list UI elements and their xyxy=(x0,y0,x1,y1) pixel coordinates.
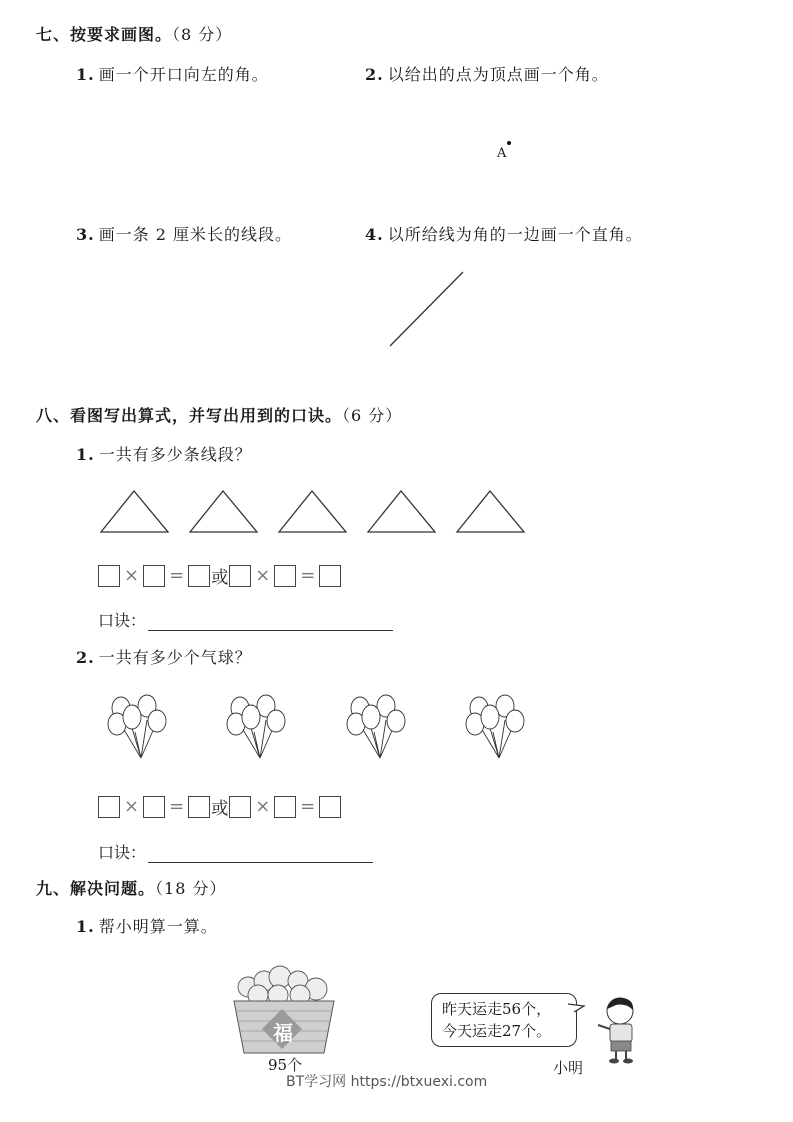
answer-box[interactable] xyxy=(188,565,210,587)
times-sign: × xyxy=(255,796,271,817)
question-number: 1. xyxy=(76,917,95,936)
koujue-answer-line[interactable] xyxy=(148,844,373,863)
question-8-1 xyxy=(76,442,252,465)
given-line-segment xyxy=(385,265,470,355)
equals-sign: = xyxy=(300,796,316,817)
section-7-title xyxy=(36,22,232,45)
question-text: 一共有多少个气球？ xyxy=(98,648,252,667)
times-sign: × xyxy=(124,565,140,586)
xiaoming-character-icon xyxy=(594,995,644,1065)
question-text: 画一个开口向左的角。 xyxy=(98,65,269,84)
equation-row-2 xyxy=(98,794,341,819)
equals-sign: = xyxy=(169,796,185,817)
triangle-icon xyxy=(190,491,257,532)
basket-count-label: 95个 xyxy=(268,1056,303,1074)
question-text: 帮小明算一算。 xyxy=(98,917,218,936)
answer-box[interactable] xyxy=(143,565,165,587)
answer-box[interactable] xyxy=(229,565,251,587)
speech-line-1: 昨天运走56个， xyxy=(442,1000,552,1018)
speech-bubble-tail xyxy=(568,1000,588,1020)
question-number: 1. xyxy=(76,445,95,464)
character-name-label: 小明 xyxy=(553,1059,584,1077)
section-score: （18 分） xyxy=(155,879,227,898)
triangle-icon xyxy=(368,491,435,532)
balloon-bunch-icon xyxy=(108,695,166,758)
question-number: 3. xyxy=(76,225,95,244)
balloon-bunch-icon xyxy=(466,695,524,758)
equals-sign: = xyxy=(169,565,185,586)
question-text: 画一条 2 厘米长的线段。 xyxy=(98,225,293,244)
question-number: 4. xyxy=(365,225,384,244)
or-text: 或 xyxy=(211,799,229,819)
equals-sign: = xyxy=(300,565,316,586)
question-9-1 xyxy=(76,914,218,937)
answer-box[interactable] xyxy=(98,565,120,587)
question-7-2 xyxy=(365,62,609,85)
answer-box[interactable] xyxy=(229,796,251,818)
section-score: （6 分） xyxy=(342,406,403,425)
question-number: 2. xyxy=(76,648,95,667)
balloon-bunch-icon xyxy=(347,695,405,758)
triangle-icon xyxy=(457,491,524,532)
question-7-4 xyxy=(365,222,643,245)
section-8-title xyxy=(36,403,402,426)
question-text: 以所给线为角的一边画一个直角。 xyxy=(387,225,643,244)
section-title-text: 九、解决问题。 xyxy=(36,879,156,898)
question-number: 1. xyxy=(76,65,95,84)
triangle-icon xyxy=(101,491,168,532)
question-7-1 xyxy=(76,62,269,85)
answer-box[interactable] xyxy=(319,565,341,587)
section-9-title xyxy=(36,876,226,899)
answer-box[interactable] xyxy=(98,796,120,818)
koujue-row-2 xyxy=(98,840,373,863)
balloon-bunch-icon xyxy=(227,695,285,758)
or-text: 或 xyxy=(211,568,229,588)
section-score: （8 分） xyxy=(172,25,233,44)
times-sign: × xyxy=(255,565,271,586)
question-text: 一共有多少条线段？ xyxy=(98,445,252,464)
koujue-label: 口诀： xyxy=(98,843,147,862)
answer-box[interactable] xyxy=(274,565,296,587)
point-a-label: A xyxy=(497,146,507,161)
answer-box[interactable] xyxy=(188,796,210,818)
balloons-figure xyxy=(95,690,535,770)
section-title-text: 七、按要求画图。 xyxy=(36,25,173,44)
speech-line-2: 今天运走27个。 xyxy=(442,1022,552,1040)
speech-bubble xyxy=(431,993,577,1047)
answer-box[interactable] xyxy=(143,796,165,818)
section-title-text: 八、看图写出算式，并写出用到的口诀。 xyxy=(36,406,343,425)
koujue-answer-line[interactable] xyxy=(148,612,393,631)
triangle-icon xyxy=(279,491,346,532)
triangles-figure xyxy=(95,485,535,535)
question-text: 以给出的点为顶点画一个角。 xyxy=(387,65,609,84)
answer-box[interactable] xyxy=(319,796,341,818)
koujue-row-1 xyxy=(98,608,393,631)
times-sign: × xyxy=(124,796,140,817)
koujue-label: 口诀： xyxy=(98,611,147,630)
point-a-dot xyxy=(507,141,511,145)
question-8-2 xyxy=(76,645,252,668)
answer-box[interactable] xyxy=(274,796,296,818)
watermark-text: BT学习网 https://btxuexi.com xyxy=(286,1074,488,1090)
question-number: 2. xyxy=(365,65,384,84)
equation-row-1 xyxy=(98,563,341,588)
fu-character: 福 xyxy=(273,1021,293,1045)
question-7-3 xyxy=(76,222,292,245)
